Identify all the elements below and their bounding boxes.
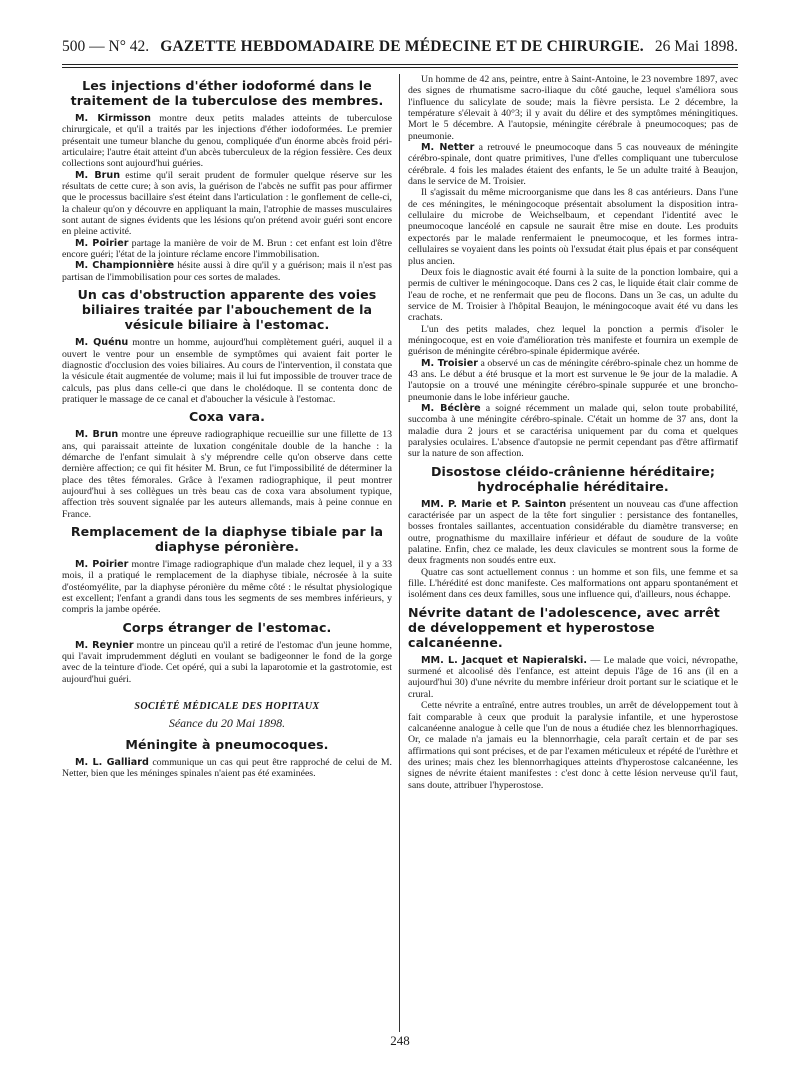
section-title-corps-etranger: Corps étranger de l'estomac.: [122, 619, 332, 635]
paragraph: M. Kirmisson montre deux petits malades atteints de tuberculose chirurgicale, et qu'il a traités par les injections d'éther iodoformées. Le premier présentait une tumeur blanche du genou, compliquée d'un énorme abcès froid péri-articulaire; l'autre était atteint d'un abcès tuberculeux de la région fessière. Ces deux collections sont aujourd'hui guéries.: [62, 113, 392, 170]
header-journal-title: GAZETTE HEBDOMADAIRE DE MÉDECINE ET DE CHIRURGIE.: [160, 38, 644, 55]
paragraph: M. Poirier partage la manière de voir de M. Brun : cet enfant est loin d'être encore guéri; l'état de la jointure réclame encore l'immobilisation.: [62, 237, 392, 261]
paragraph: M. Reynier montre un pinceau qu'il a retiré de l'estomac d'un jeune homme, qui l'avait imprudemment dégluti en voulant se badigeonner le fond de la gorge avec de la teinture d'iode. Cet opéré, qui a subi la laparotomie et la gastrotomie, est aujourd'hui guéri.: [62, 639, 392, 685]
paragraph: M. Championnière hésite aussi à dire qu'il y a guérison; mais il n'est pas partisan de l'immobilisation pour ces sortes de malades.: [62, 260, 392, 283]
paragraph: M. L. Galliard communique un cas qui peut être rapproché de celui de M. Netter, bien que les méninges spinales n'aient pas été examinées.: [62, 757, 393, 780]
section-title-biliary: Un cas d'obstruction apparente des voies biliaires traitée par l'abouchement de la vésicule biliaire à l'estomac.: [77, 287, 377, 333]
paragraph: MM. L. Jacquet et Napieralski. — Le malade que voici, névropathe, surmené et alcoolisé dès l'enfance, est atteint depuis l'âge de 16 ans (il en a aujourd'hui 30) d'une névrite du membre inférieur droit portant sur le sciatique et le crural.: [408, 654, 738, 700]
speaker-name: MM. P. Marie et P. Sainton: [421, 498, 567, 510]
seance-date: Séance du 20 Mai 1898.: [168, 716, 286, 731]
paragraph: M. Netter a retrouvé le pneumocoque dans 5 cas nouveaux de méningite cérébro-spinale, dont quatre primitives, l'une d'elles compliquant une tuberculose cérébrale. 4 fois les malades étaient des enfants, le 5e un adulte traité à Beaujon, dans le service de M. Troisier.: [408, 142, 738, 188]
speaker-name: M. Brun: [75, 429, 119, 441]
paragraph: M. Brun montre une épreuve radiographique recueillie sur une fillette de 13 ans, qui paraissait atteinte de luxation congénitale double de la hanche : la démarche de l'enfant simulait à s'y méprendre celle qu'on observe dans cette dernière affection; ce qui fit hésiter M. Brun, ce fut l'impossibilité de déterminer la place des têtes fémorales. Grâce à l'examen radiographique, il peut montrer aujourd'hui à ses collègues un très beau cas de coxa vara absolument typique, affection très souvent signalée par les auteurs allemands, mais à peine connue en France.: [62, 429, 392, 520]
paragraph: Un homme de 42 ans, peintre, entre à Saint-Antoine, le 23 novembre 1897, avec des signes de rhumatisme sacro-iliaque du côté gauche, lequel s'améliora sous l'influence du salicylate de soude; mais la fièvre persista. Le 2 décembre, la température s'élevait à 40°3; il y avait du délire et des symptômes méningitiques. Mort le 5 décembre. A l'autopsie, méningite cérébrale à pneumocoques; pas de pneumonie.: [408, 74, 738, 142]
paragraph: MM. P. Marie et P. Sainton présentent un nouveau cas d'une affection caractérisée par un aspect de la tête fort singulier : persistance des fontanelles, bosses frontales saillantes, accentuation considérable du diamètre transverse; en outre, prognathisme du maxillaire inférieur et défaut de soudure de la voûte palatine. Enfin, chez ce malade, les deux clavicules se montrent sous la forme de deux fragments non soudés entre eux.: [408, 498, 738, 567]
paragraph: M. Poirier montre l'image radiographique d'un malade chez lequel, il y a 33 mois, il a pratiqué le remplacement de la diaphyse tibiale, nécrosée à la suite d'ostéomyélite, par la diaphyse péronière du même côté : le résultat physiologique est excellent; l'enfant a grandi dans tous les segments de ses membres inférieurs, y compris la jambe opérée.: [62, 558, 393, 616]
section-title-coxa-vara: Coxa vara.: [188, 409, 266, 425]
header-issue: 500 — N° 42.: [62, 38, 150, 55]
speaker-name: M. Championnière: [75, 260, 175, 272]
paragraph: M. Quénu montre un homme, aujourd'hui complètement guéri, auquel il a ouvert le ventre pour un ensemble de symptômes qui avaient fait porter le diagnostic d'occlusion des voies biliaires. Au cours de l'intervention, il constata que la vésicule était augmentée de volume; mais il lui fut impossible de trouver trace de calculs, pas plus dans celle-ci que dans le cholédoque. Il se contenta donc de pratiquer le massage de ce canal et d'aboucher la vésicule à l'estomac.: [62, 337, 392, 405]
section-title-diaphyse: Remplacement de la diaphyse tibiale par la diaphyse péronière.: [70, 523, 384, 554]
running-header: [62, 38, 738, 60]
speaker-name: M. Brun: [75, 169, 121, 181]
section-title-nevrite: Névrite datant de l'adolescence, avec arrêt de développement et hyperostose calcanéenne.: [408, 604, 720, 650]
paragraph: M. Béclère a soigné récemment un malade qui, selon toute probabilité, succomba à une méningite cérébro-spinale. C'était un homme de 37 ans, dont la maladie dura 2 jours et se caractérisa uniquement par du coma et quelques paralysies oculaires. L'absence d'autopsie ne permit cependant pas d'être affirmatif sur la nature de son affection.: [408, 402, 738, 460]
speaker-name: M. Quénu: [75, 337, 129, 349]
header-rule: [62, 64, 738, 65]
speaker-name: M. Poirier: [75, 558, 129, 570]
paragraph: M. Brun estime qu'il serait prudent de formuler quelque réserve sur les résultats de cette cure; à son avis, la guérison de l'abcès ne suffit pas pour affirmer que le processus bacillaire s'est éteint dans l'articulation : le gonflement de celle-ci, la chaleur qu'on y découvre en appliquant la main, l'atrophie de masses musculaires sont autant de signes évidents que les lésions qu'on prétend avoir guéri sont encore en pleine activité.: [62, 169, 392, 238]
paragraph: Deux fois le diagnostic avait été fourni à la suite de la ponction lombaire, qui a permis de cultiver le méningocoque. Dans ces 2 cas, le liquide était clair comme de l'eau de roche, et ne renfermait que peu de flocons. Dans un 3e cas, un adulte du service de M. Troisier à l'hôpital Beaujon, le méningocoque avait été vu dans les crachats.: [408, 266, 738, 324]
paragraph: Cette névrite a entraîné, entre autres troubles, un arrêt de développement tout à fait comparable à ceux que produit la paralysie infantile, et une hyperostose calcanéenne analogue à celle que l'un de nous a étudiée chez les blennorrhagiques. Or, ce malade n'a jamais eu la blennorrhagie, cela paraît certain et de par ses affirmations qui sont précises, et de par l'examen méticuleux et répété de l'urèthre et des urines; mais chez les blennorrhagiques atteints d'hyperostose calcanéenne, les signes de névrite étaient manifestes : c'est donc à cette lésion nerveuse qu'il faut, sans doute, attribuer l'hyperostose.: [408, 700, 738, 791]
speaker-name: MM. L. Jacquet et Napieralski.: [421, 654, 587, 666]
paragraph: M. Troisier a observé un cas de méningite cérébro-spinale chez un homme de 43 ans. Le début a été brusque et la mort est survenue le 9e jour de la maladie. A l'autopsie on a trouvé une méningite cérébro-spinale suppurée et une broncho-pneumonie dans le lobe inférieur gauche.: [408, 357, 738, 403]
header-date: 26 Mai 1898.: [654, 38, 738, 55]
section-title-disostose: Disostose cléido-crânienne héréditaire; hydrocéphalie héréditaire.: [430, 463, 715, 494]
paragraph: L'un des petits malades, chez lequel la ponction a permis d'isoler le méningocoque, est en voie d'amélioration très manifeste et fournira un exemple de guérison de méningite cérébro-spinale épidermique avérée.: [408, 323, 738, 358]
speaker-name: M. Netter: [421, 142, 475, 154]
speaker-name: M. Troisier: [421, 357, 478, 369]
text-columns: [62, 74, 738, 1032]
left-column: [62, 74, 399, 1032]
society-heading: SOCIÉTÉ MÉDICALE DES HOPITAUX: [134, 701, 320, 713]
speaker-name: M. Kirmisson: [75, 113, 151, 124]
page-number: 248: [390, 1033, 410, 1048]
header-rule-thin: [62, 67, 738, 68]
speaker-name: M. Reynier: [75, 639, 134, 651]
speaker-name: M. L. Galliard: [75, 757, 149, 769]
section-title-iodoform: Les injections d'éther iodoformé dans le traitement de la tuberculose des membres.: [70, 78, 384, 108]
section-title-meningite: Méningite à pneumocoques.: [125, 737, 329, 753]
speaker-name: M. Béclère: [421, 402, 481, 414]
right-column: [399, 74, 738, 1032]
speaker-name: M. Poirier: [75, 237, 129, 249]
paragraph: Il s'agissait du même microorganisme que dans les 8 cas antérieurs. Dans l'une de ces méningites, le méningocoque présentait absolument la disposition intra-cellulaire du microbe de Weichselbaum, et cependant l'identité avec le pneumocoque lancéolé en capsule ne saurait être mise en doute. Les produits expectorés par le malade renfermaient le pneumocoque, et les formes intra-cellulaires se voyaient dans les points où l'exsudat était plus épais et par conséquent plus ancien.: [408, 187, 738, 267]
paragraph: Quatre cas sont actuellement connus : un homme et son fils, une femme et sa fille. L'hérédité est donc manifeste. Ces malformations ont apparu spontanément et isolément dans ces deux familles, sous une influence qui, d'ailleurs, nous échappe.: [408, 566, 738, 601]
